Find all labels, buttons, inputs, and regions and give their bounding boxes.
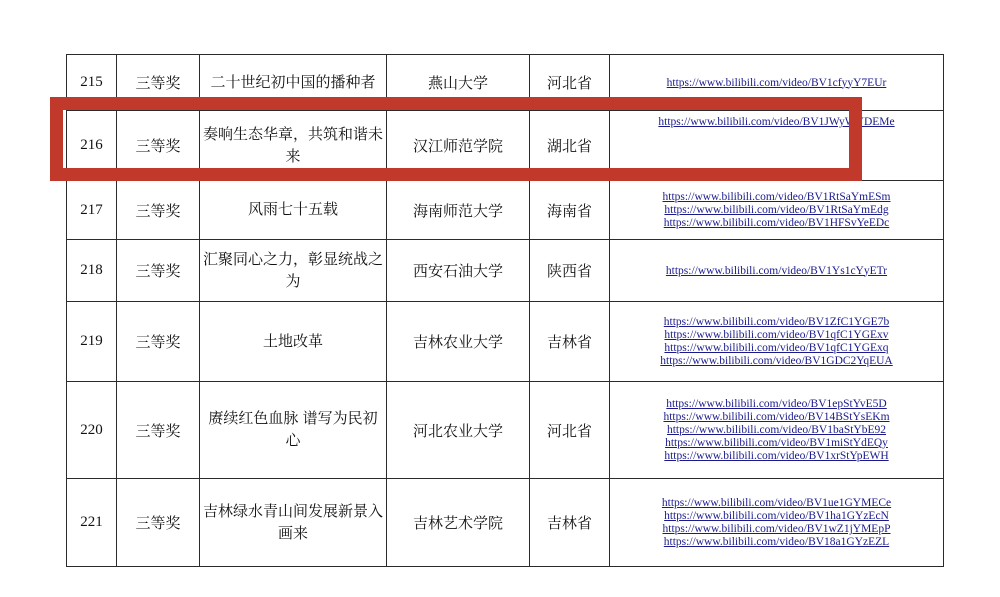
award-table bbox=[66, 54, 944, 567]
video-link[interactable]: https://www.bilibili.com/video/BV1miStYdEQy bbox=[665, 437, 888, 449]
link-list bbox=[612, 265, 941, 277]
link-list bbox=[612, 497, 941, 548]
table-row[interactable] bbox=[67, 302, 944, 382]
row-title: 汇聚同心之力，彰显统战之为 bbox=[200, 240, 387, 302]
video-link[interactable]: https://www.bilibili.com/video/BV1JWyWYDEMe bbox=[658, 116, 895, 128]
video-link[interactable]: https://www.bilibili.com/video/BV1HFSvYeEDc bbox=[663, 217, 890, 229]
row-org: 汉江师范学院 bbox=[387, 111, 530, 181]
table-row[interactable] bbox=[67, 111, 944, 181]
row-index: 218 bbox=[67, 240, 117, 302]
row-links bbox=[610, 111, 944, 181]
row-org: 吉林艺术学院 bbox=[387, 479, 530, 567]
link-list bbox=[612, 77, 941, 89]
row-province: 湖北省 bbox=[530, 111, 610, 181]
row-links bbox=[610, 55, 944, 111]
link-list bbox=[612, 191, 941, 229]
table-row[interactable] bbox=[67, 382, 944, 479]
row-index: 219 bbox=[67, 302, 117, 382]
video-link[interactable]: https://www.bilibili.com/video/BV14BStYsEKm bbox=[663, 411, 890, 423]
video-link[interactable]: https://www.bilibili.com/video/BV1Ys1cYyETr bbox=[665, 264, 888, 277]
row-links bbox=[610, 479, 944, 567]
row-links bbox=[610, 240, 944, 302]
award-table-container bbox=[66, 54, 913, 567]
video-link[interactable]: https://www.bilibili.com/video/BV1qfC1YGExv bbox=[664, 329, 889, 341]
video-link[interactable]: https://www.bilibili.com/video/BV1ha1GYzEcN bbox=[664, 510, 889, 522]
video-link[interactable]: https://www.bilibili.com/video/BV1qfC1YGExq bbox=[664, 342, 889, 354]
row-org: 西安石油大学 bbox=[387, 240, 530, 302]
row-title: 赓续红色血脉 谱写为民初心 bbox=[200, 382, 387, 479]
row-province: 海南省 bbox=[530, 181, 610, 240]
row-title: 土地改革 bbox=[200, 302, 387, 382]
row-province: 河北省 bbox=[530, 382, 610, 479]
link-list bbox=[612, 316, 941, 367]
row-index: 217 bbox=[67, 181, 117, 240]
row-province: 河北省 bbox=[530, 55, 610, 111]
video-link[interactable]: https://www.bilibili.com/video/BV1GDC2YqEUA bbox=[660, 355, 893, 367]
row-province: 吉林省 bbox=[530, 479, 610, 567]
video-link[interactable]: https://www.bilibili.com/video/BV1RtSaYmESm bbox=[662, 191, 891, 203]
video-link[interactable]: https://www.bilibili.com/video/BV1xrStYpEWH bbox=[664, 450, 889, 462]
table-row[interactable] bbox=[67, 55, 944, 111]
row-prize: 三等奖 bbox=[117, 240, 200, 302]
award-table-body bbox=[67, 55, 944, 567]
row-prize: 三等奖 bbox=[117, 111, 200, 181]
page-top-margin bbox=[0, 0, 1000, 54]
row-title: 风雨七十五载 bbox=[200, 181, 387, 240]
video-link[interactable]: https://www.bilibili.com/video/BV18a1GYzEZL bbox=[663, 536, 890, 548]
row-org: 燕山大学 bbox=[387, 55, 530, 111]
row-prize: 三等奖 bbox=[117, 302, 200, 382]
video-link[interactable]: https://www.bilibili.com/video/BV1epStYvE5D bbox=[666, 398, 887, 410]
row-title: 吉林绿水青山间发展新景入画来 bbox=[200, 479, 387, 567]
video-link[interactable]: https://www.bilibili.com/video/BV1cfyyY7EUr bbox=[666, 76, 887, 89]
row-title: 二十世纪初中国的播种者 bbox=[200, 55, 387, 111]
row-title: 奏响生态华章，共筑和谐未来 bbox=[200, 111, 387, 181]
row-province: 陕西省 bbox=[530, 240, 610, 302]
row-links bbox=[610, 181, 944, 240]
table-row[interactable] bbox=[67, 479, 944, 567]
page-bottom-margin bbox=[0, 578, 1000, 597]
table-row[interactable] bbox=[67, 181, 944, 240]
video-link[interactable]: https://www.bilibili.com/video/BV1RtSaYmEdg bbox=[664, 204, 889, 216]
video-link[interactable]: https://www.bilibili.com/video/BV1ZfC1YGE7b bbox=[663, 316, 890, 328]
row-links bbox=[610, 302, 944, 382]
video-link[interactable]: https://www.bilibili.com/video/BV1baStYbE92 bbox=[666, 424, 887, 436]
link-list bbox=[612, 398, 941, 462]
row-index: 216 bbox=[67, 111, 117, 181]
row-prize: 三等奖 bbox=[117, 181, 200, 240]
table-row[interactable] bbox=[67, 240, 944, 302]
row-org: 河北农业大学 bbox=[387, 382, 530, 479]
row-index: 220 bbox=[67, 382, 117, 479]
row-org: 海南师范大学 bbox=[387, 181, 530, 240]
row-index: 221 bbox=[67, 479, 117, 567]
video-link[interactable]: https://www.bilibili.com/video/BV1ue1GYMECe bbox=[661, 497, 892, 509]
link-list bbox=[612, 116, 941, 128]
row-province: 吉林省 bbox=[530, 302, 610, 382]
row-prize: 三等奖 bbox=[117, 479, 200, 567]
row-links bbox=[610, 382, 944, 479]
video-link[interactable]: https://www.bilibili.com/video/BV1wZ1jYMEpP bbox=[662, 523, 891, 535]
row-index: 215 bbox=[67, 55, 117, 111]
row-prize: 三等奖 bbox=[117, 55, 200, 111]
row-org: 吉林农业大学 bbox=[387, 302, 530, 382]
row-prize: 三等奖 bbox=[117, 382, 200, 479]
